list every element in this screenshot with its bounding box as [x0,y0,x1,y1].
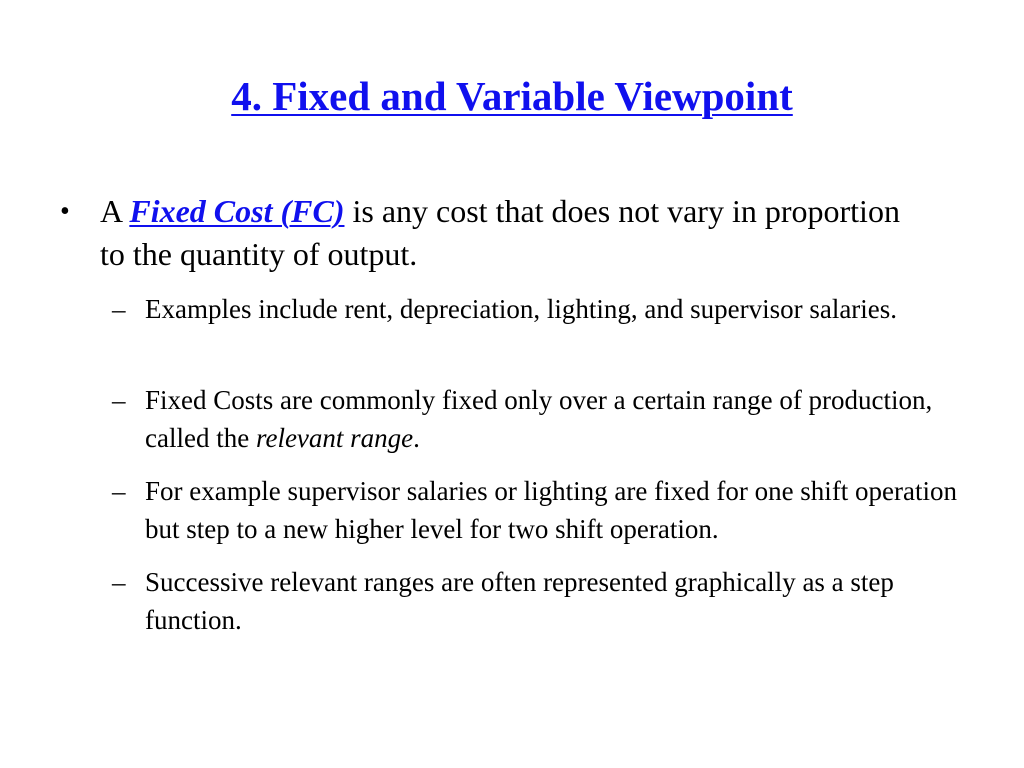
subpoint-text: Successive relevant ranges are often represented graphically as a step function. [145,567,894,635]
subpoint-text: For example supervisor salaries or lighting are fixed for one shift operation but step to a new higher level for two shift operation. [145,476,958,544]
slide-title [0,72,1024,120]
relevant-range-term: relevant range [255,423,414,453]
subpoint-marker: – [112,476,126,506]
slide-title-text: 4. Fixed and Variable Viewpoint [231,73,793,119]
bullet-text [100,190,920,276]
subpoint-marker: – [112,385,126,415]
subpoint-text [145,381,975,457]
subpoint-text: Examples include rent, depreciation, lighting, and supervisor salaries. [145,294,898,324]
subpoint-text-before: Fixed Costs are commonly fixed only over a certain range of production, called the [145,385,933,453]
fixed-cost-term: Fixed Cost (FC) [129,193,345,229]
subpoint-marker: – [112,567,126,597]
bullet-prefix: A [100,193,130,229]
subpoint-marker: – [112,294,126,324]
bullet-marker: • [60,196,70,227]
bullet-suffix: is any cost that does not vary in proportion to the quantity of output. [100,193,900,272]
subpoint-text-after: . [413,423,420,453]
